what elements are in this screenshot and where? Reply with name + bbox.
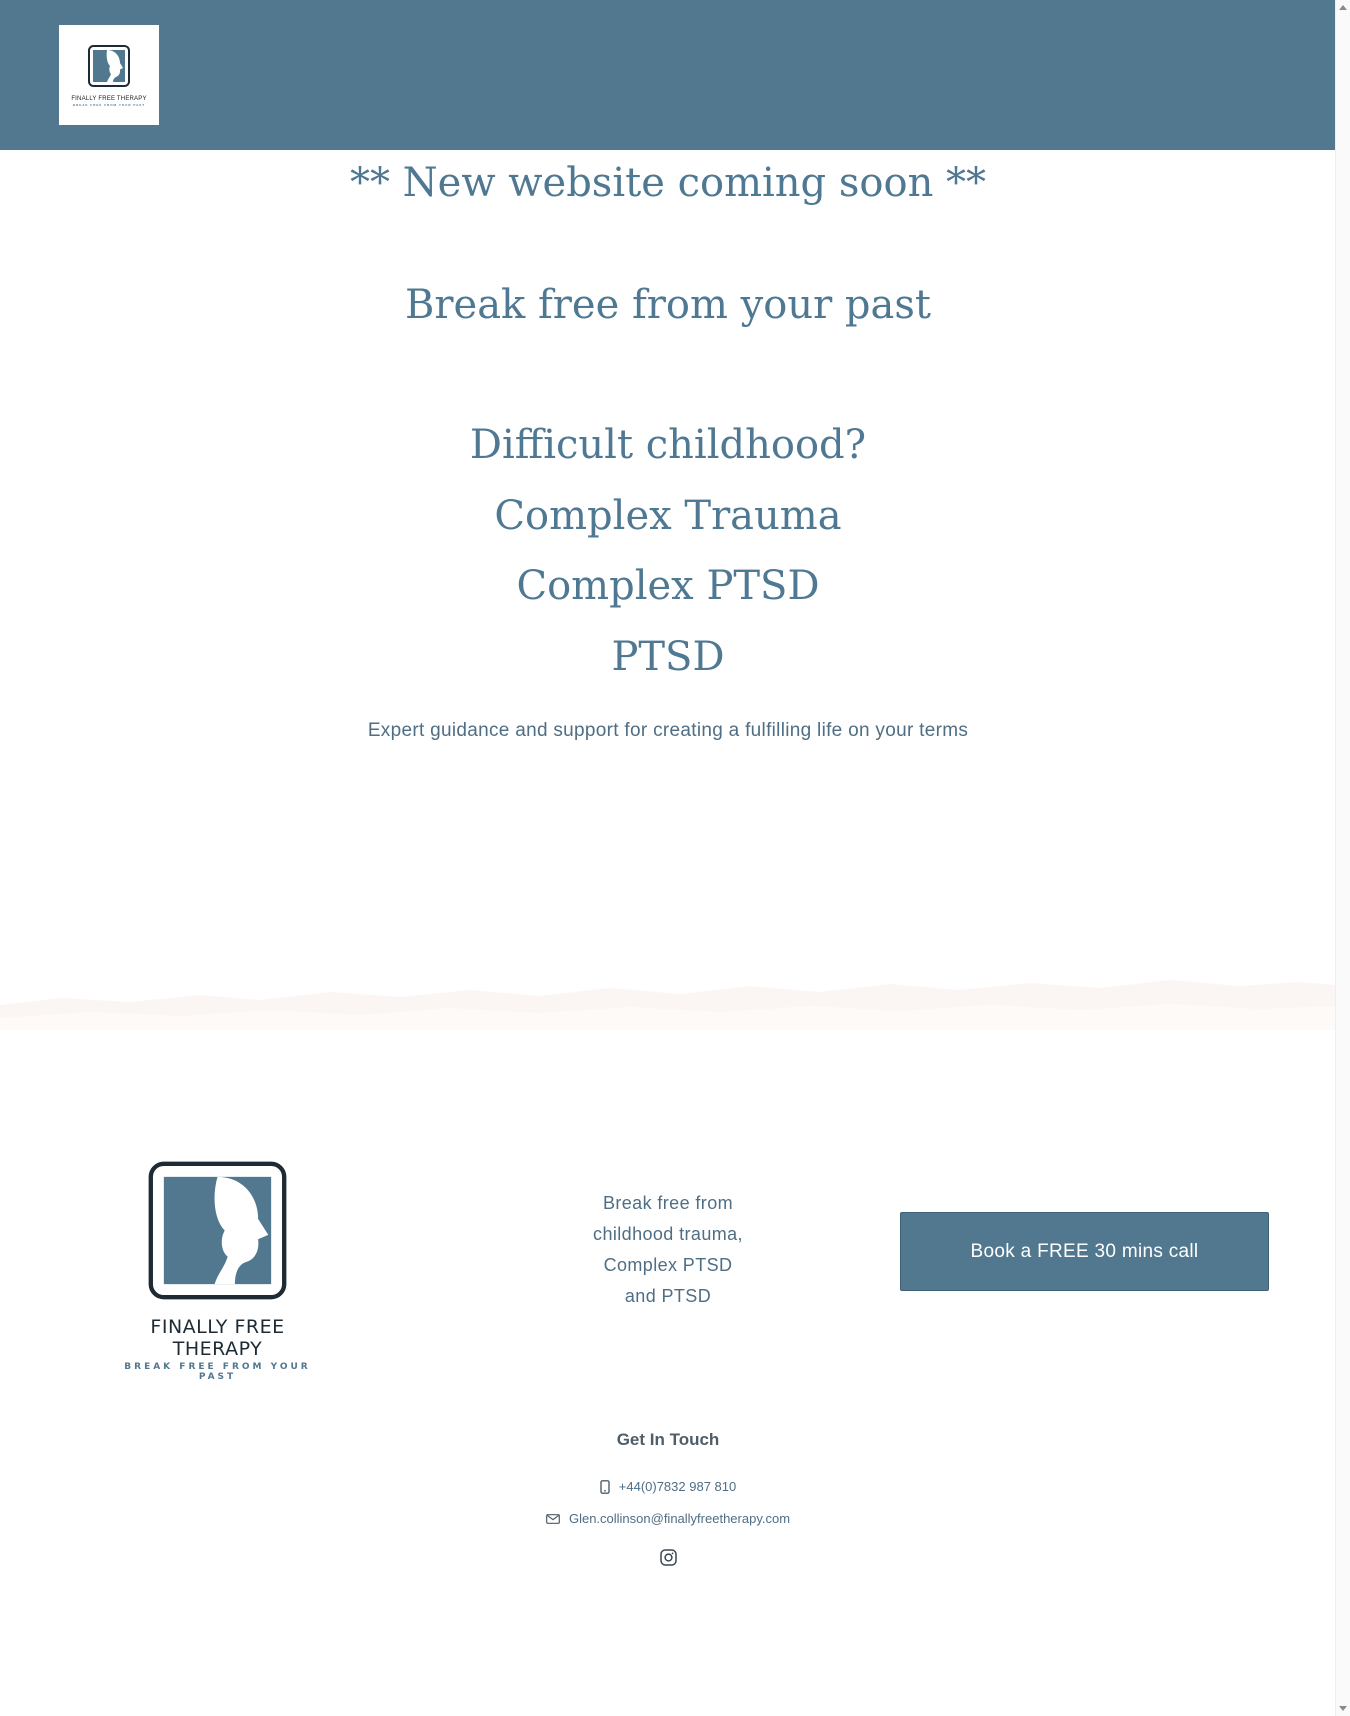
footer-blurb-line: childhood trauma, xyxy=(593,1224,743,1244)
vertical-scrollbar[interactable] xyxy=(1335,0,1350,1716)
footer-blurb-line: Break free from xyxy=(602,1193,734,1213)
hero-question: Complex PTSD xyxy=(516,563,820,609)
phone-link[interactable] xyxy=(0,1479,1336,1494)
hero-headline: Break free from your past xyxy=(405,282,931,328)
email-link[interactable] xyxy=(0,1511,1336,1526)
hero-tagline: Expert guidance and support for creating a fulfilling life on your terms xyxy=(367,720,969,741)
site-header xyxy=(0,0,1336,150)
footer-section xyxy=(0,1030,1336,1716)
head-silhouette-icon xyxy=(84,43,134,93)
footer-blurb xyxy=(568,1188,768,1312)
scroll-down-arrow-icon[interactable] xyxy=(1339,1706,1347,1711)
mobile-phone-icon xyxy=(600,1480,610,1494)
email-address: Glen.collinson@finallyfreetherapy.com xyxy=(568,1511,791,1526)
footer-logo-name: FINALLY FREE THERAPY xyxy=(150,1316,285,1360)
header-logo-tagline: BREAK FREE FROM YOUR PAST xyxy=(72,103,146,107)
hero-question: Complex Trauma xyxy=(494,493,842,539)
book-free-call-button[interactable]: Book a FREE 30 mins call xyxy=(900,1212,1269,1291)
hero-question: PTSD xyxy=(611,634,725,680)
hero-section xyxy=(0,150,1336,1030)
footer-blurb-line: and PTSD xyxy=(624,1286,712,1306)
envelope-icon xyxy=(546,1514,560,1524)
contact-section xyxy=(0,1430,1336,1566)
footer-logo-tagline: BREAK FREE FROM YOUR PAST xyxy=(124,1362,311,1382)
footer-blurb-line: Complex PTSD xyxy=(603,1255,733,1275)
phone-number: +44(0)7832 987 810 xyxy=(618,1479,737,1494)
footer-logo[interactable] xyxy=(115,1158,320,1382)
wave-divider xyxy=(0,950,1336,1030)
header-logo[interactable] xyxy=(59,25,159,125)
contact-heading: Get In Touch xyxy=(616,1430,720,1449)
head-silhouette-icon xyxy=(145,1158,290,1303)
header-logo-name: FINALLY FREE THERAPY xyxy=(71,96,147,102)
instagram-icon xyxy=(660,1549,677,1566)
announcement-heading: ** New website coming soon ** xyxy=(349,160,987,206)
scroll-up-arrow-icon[interactable] xyxy=(1339,5,1347,10)
instagram-link[interactable] xyxy=(0,1549,1336,1566)
hero-question: Difficult childhood? xyxy=(469,422,867,468)
